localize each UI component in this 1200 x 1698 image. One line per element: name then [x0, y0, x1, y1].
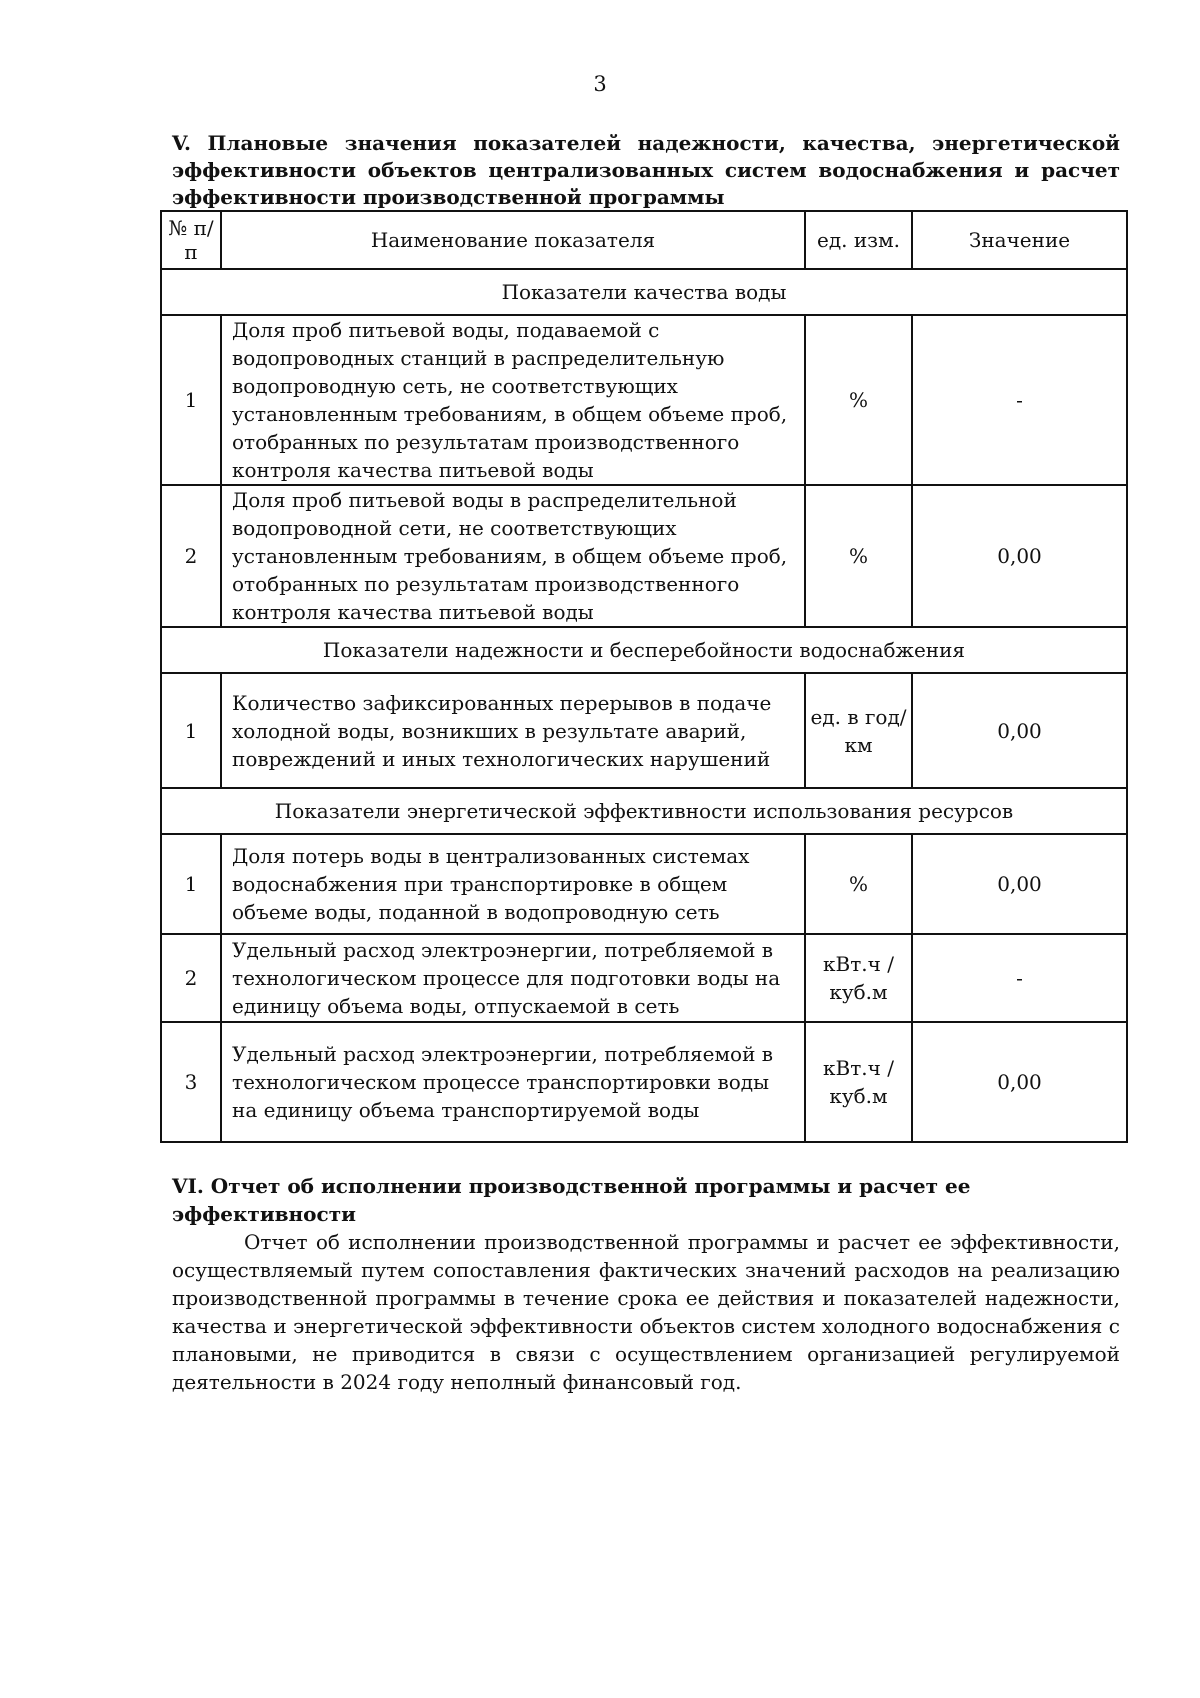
row-num: 3 [161, 1022, 221, 1142]
section-6-title: VI. Отчет об исполнении производственной программы и расчет ее эффективности [172, 1174, 971, 1226]
header-unit: ед. изм. [805, 211, 912, 269]
row-value: - [912, 934, 1127, 1022]
table-row [161, 834, 1127, 934]
row-num: 2 [161, 485, 221, 627]
row-num: 2 [161, 934, 221, 1022]
table-row [161, 485, 1127, 627]
group-row-reliability [161, 627, 1127, 673]
indicators-table [160, 210, 1128, 1143]
group-title: Показатели энергетической эффективности использования ресурсов [161, 788, 1127, 834]
row-name: Доля проб питьевой воды в распределительной водопроводной сети, не соответствующих установленным требованиям, в общем объеме проб, отобранных по результатам производственного контроля качества питьевой воды [221, 485, 805, 627]
page-number: 3 [593, 72, 607, 96]
row-num: 1 [161, 673, 221, 788]
row-num: 1 [161, 315, 221, 485]
header-name: Наименование показателя [221, 211, 805, 269]
row-unit: кВт.ч / куб.м [805, 934, 912, 1022]
row-name: Доля потерь воды в централизованных системах водоснабжения при транспортировке в общем объеме воды, поданной в водопроводную сеть [221, 834, 805, 934]
row-unit: кВт.ч / куб.м [805, 1022, 912, 1142]
section-6 [172, 1172, 1120, 1396]
row-name: Удельный расход электроэнергии, потребляемой в технологическом процессе транспортировки воды на единицу объема транспортируемой воды [221, 1022, 805, 1142]
row-unit: % [805, 485, 912, 627]
table-header-row [161, 211, 1127, 269]
table-row [161, 1022, 1127, 1142]
group-title: Показатели надежности и бесперебойности водоснабжения [161, 627, 1127, 673]
row-num: 1 [161, 834, 221, 934]
group-row-quality [161, 269, 1127, 315]
row-value: 0,00 [912, 485, 1127, 627]
group-title: Показатели качества воды [161, 269, 1127, 315]
row-name: Количество зафиксированных перерывов в подаче холодной воды, возникших в результате аварий, повреждений и иных технологических нарушений [221, 673, 805, 788]
row-unit: % [805, 834, 912, 934]
table-row [161, 934, 1127, 1022]
section-6-body: Отчет об исполнении производственной программы и расчет ее эффективности, осуществляемый путем сопоставления фактических значений расходов на реализацию производственной программы в течение срока ее действия и показателей надежности, качества и энергетической эффективности объектов систем холодного водоснабжения с плановыми, не приводится в связи с осуществлением организацией регулируемой деятельности в 2024 году неполный финансовый год. [172, 1230, 1120, 1394]
group-row-energy [161, 788, 1127, 834]
section-5-title: V. Плановые значения показателей надежности, качества, энергетической эффективности объектов централизованных систем водоснабжения и расчет эффективности производственной программы [172, 131, 1120, 209]
header-value: Значение [912, 211, 1127, 269]
row-value: 0,00 [912, 1022, 1127, 1142]
header-num: № п/п [161, 211, 221, 269]
row-name: Удельный расход электроэнергии, потребляемой в технологическом процессе для подготовки воды на единицу объема воды, отпускаемой в сеть [221, 934, 805, 1022]
row-unit: ед. в год/ км [805, 673, 912, 788]
table-row [161, 315, 1127, 485]
row-value: 0,00 [912, 834, 1127, 934]
row-unit: % [805, 315, 912, 485]
row-value: 0,00 [912, 673, 1127, 788]
table-row [161, 673, 1127, 788]
row-name: Доля проб питьевой воды, подаваемой с водопроводных станций в распределительную водопроводную сеть, не соответствующих установленным требованиям, в общем объеме проб, отобранных по результатам производственного контроля качества питьевой воды [221, 315, 805, 485]
row-value: - [912, 315, 1127, 485]
